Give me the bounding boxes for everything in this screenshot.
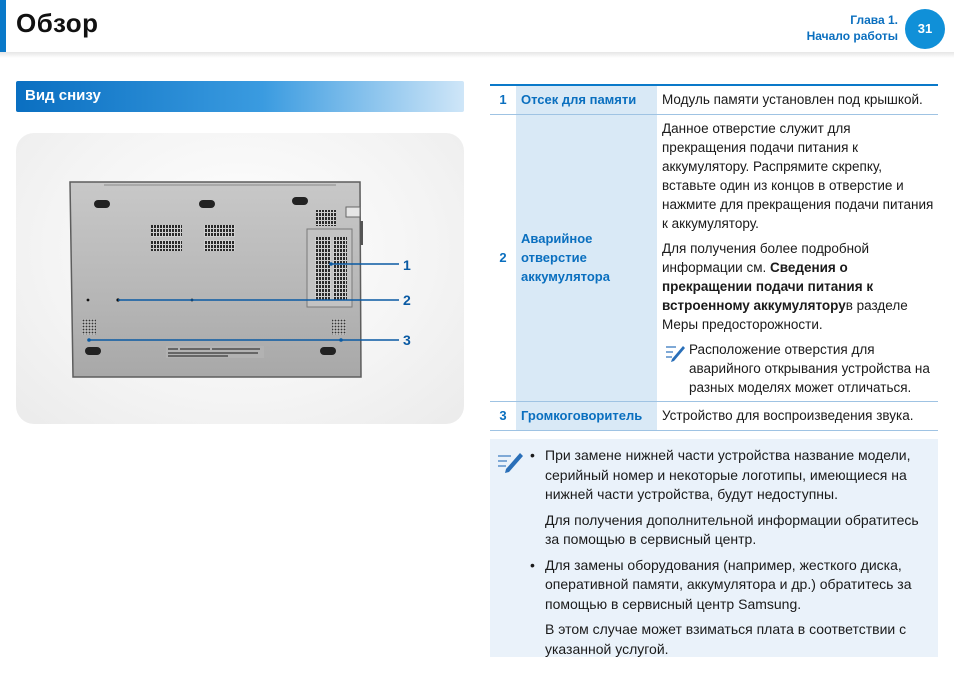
chapter-label [807, 12, 898, 44]
vent-left-1 [151, 225, 182, 237]
reference-text-end: в разделе Меры предосторожности. [662, 297, 908, 332]
note-item-subtext: В этом случае может взиматься плата в соответствии с указанной услугой. [545, 621, 907, 657]
row-name: Отсек для памяти [516, 85, 657, 114]
parts-table [490, 84, 938, 431]
row-number: 2 [490, 114, 516, 401]
inline-note-text: Расположение отверстия для аварийного открывания устройства на разных моделях может отличаться. [689, 341, 930, 395]
row-number: 3 [490, 401, 516, 430]
section-heading [16, 81, 464, 112]
foot-top-middle [199, 200, 215, 208]
foot-top-right [292, 197, 308, 205]
note-item-subtext: Для получения дополнительной информации обратитесь за помощью в сервисный центр. [545, 511, 919, 547]
speaker-left [82, 319, 96, 335]
note-pen-icon [664, 342, 686, 362]
section-heading-text: Вид снизу [25, 87, 101, 104]
foot-bottom-left [85, 347, 101, 355]
callout-2: 2 [403, 292, 411, 308]
header-accent-bar [0, 0, 6, 52]
vent-mid-2 [204, 240, 235, 251]
vent-left-2 [151, 240, 182, 251]
callout-1: 1 [403, 257, 411, 273]
row-description: Модуль памяти установлен под крышкой. [657, 85, 938, 114]
table-row [490, 401, 938, 430]
callout-3: 3 [403, 332, 411, 348]
table-row [490, 85, 938, 114]
reference-link-text: Сведения о прекращении подачи питания к встроенному аккумулятору [662, 259, 874, 313]
reference-text: Для получения более подробной информации см. [662, 240, 870, 275]
vent-mid-1 [204, 225, 235, 237]
note-box [490, 439, 938, 657]
illustration-panel [16, 133, 464, 424]
row-number: 1 [490, 85, 516, 114]
foot-bottom-right [320, 347, 336, 355]
foot-top-left [94, 200, 110, 208]
note-pen-icon [496, 449, 524, 473]
description-paragraph: Данное отверстие служит для прекращения подачи питания к аккумулятору. Распрямите скрепку, вставьте один из концов в отверстие и нажмите для прекращения подачи питания к аккумулятору. [662, 120, 934, 231]
page-title: Обзор [16, 8, 99, 38]
inline-note [662, 340, 938, 397]
header-divider [0, 52, 954, 58]
laptop-bottom-illustration [16, 133, 464, 424]
row-name: Громкоговоритель [516, 401, 657, 430]
note-list [528, 446, 933, 665]
row-name: Аварийное отверстие аккумулятора [516, 114, 657, 401]
row-description [657, 114, 938, 401]
note-item-text: • Для замены оборудования (например, жесткого диска, оперативной памяти, аккумулятора и др.) обратитесь за помощью в сервисный центр Samsung. [545, 556, 912, 612]
speaker-right [332, 319, 346, 335]
vent-right-top [316, 210, 336, 226]
row-description: Устройство для воспроизведения звука. [657, 401, 938, 430]
list-item [528, 556, 933, 660]
page-number-badge: 31 [905, 9, 945, 49]
chapter-title: Начало работы [806, 29, 898, 43]
note-item-text: • При замене нижней части устройства название модели, серийный номер и некоторые логотипы, имеющиеся на нижней части устройства, будут недоступны. [545, 447, 911, 502]
description-reference [662, 239, 938, 334]
chapter-number: Глава 1. [850, 13, 898, 27]
list-item [528, 446, 933, 550]
table-row [490, 114, 938, 401]
